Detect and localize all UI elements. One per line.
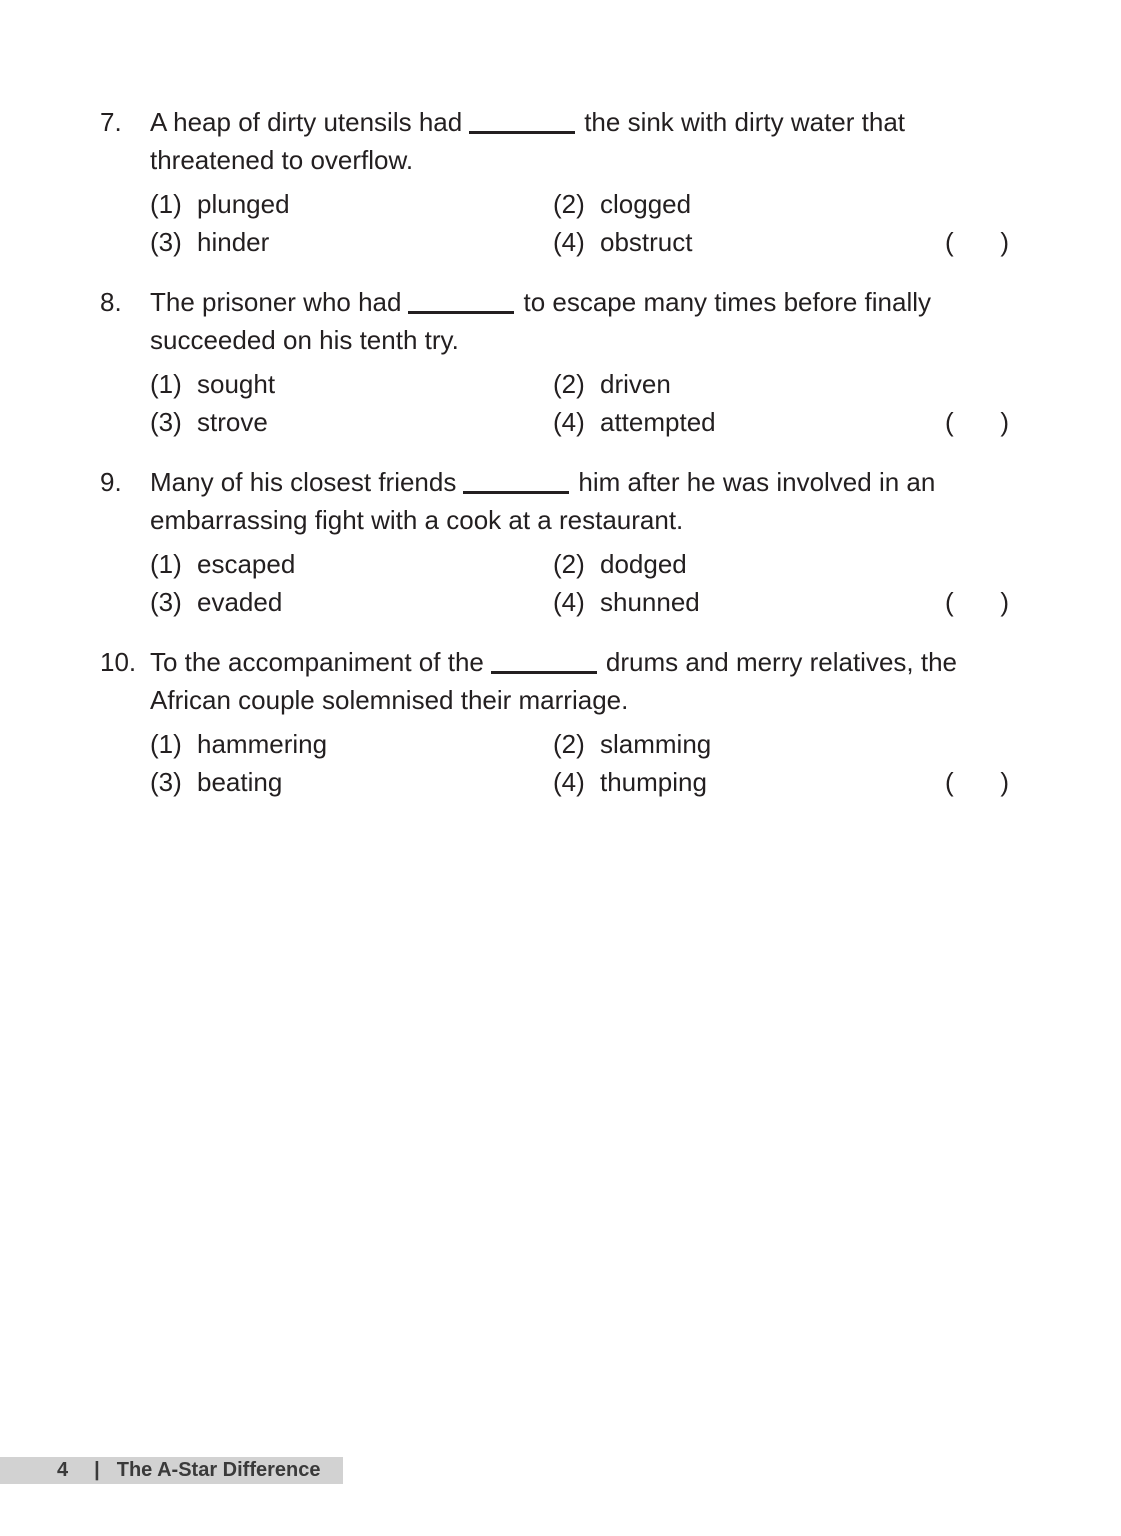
open-paren: ( [945,227,954,257]
question-text-after-blank: to escape many times before finally [523,287,932,317]
question-number: 10. [100,647,137,677]
option-1 [150,365,553,403]
question-item [100,643,1070,801]
option-3-label: (3) [150,767,182,797]
question-head [100,643,1070,719]
options-row-1 [150,365,1070,403]
options-row-2 [150,403,1070,441]
option-3 [150,763,553,801]
option-3-label: (3) [150,407,182,437]
question-number: 7. [100,107,122,137]
question-text-line2: threatened to overflow. [150,145,414,175]
option-1-text: plunged [197,189,290,219]
question-text-line1 [150,103,1070,141]
option-1-label: (1) [150,729,182,759]
question-text [150,283,1070,359]
options-row-2 [150,583,1070,621]
options-row-1 [150,725,1070,763]
option-2-text: dodged [600,549,687,579]
option-2-text: slamming [600,729,712,759]
question-head [100,283,1070,359]
option-3-text: evaded [197,587,283,617]
footer-bar [0,1457,343,1484]
book-title: The A-Star Difference [116,1459,321,1481]
answer-bracket [945,223,1009,261]
option-1-label: (1) [150,189,182,219]
options-group [150,725,1070,801]
options-group [150,185,1070,261]
option-2-label: (2) [553,549,585,579]
option-1-label: (1) [150,369,182,399]
question-item [100,463,1070,621]
option-2-label: (2) [553,189,585,219]
question-text [150,463,1070,539]
page-number: 4 [57,1459,69,1481]
option-2-text: clogged [600,189,692,219]
options-row-2 [150,763,1070,801]
option-2 [553,185,691,223]
options-group [150,545,1070,621]
answer-blank [469,131,575,134]
option-4-text: shunned [600,587,700,617]
question-list [100,103,1070,801]
option-4-label: (4) [553,227,585,257]
question-text-after-blank: him after he was involved in an [578,467,936,497]
option-3-label: (3) [150,227,182,257]
questions-section [100,103,1070,823]
option-3 [150,403,553,441]
question-head [100,103,1070,179]
options-row-2 [150,223,1070,261]
option-1-text: sought [197,369,276,399]
question-item [100,283,1070,441]
close-paren: ) [1000,587,1009,617]
option-4 [553,763,707,801]
question-text-before-blank: A heap of dirty utensils had [150,107,463,137]
question-number: 9. [100,467,122,497]
question-text-before-blank: The prisoner who had [150,287,402,317]
question-text-line2: embarrassing fight with a cook at a restaurant. [150,505,684,535]
option-2-label: (2) [553,369,585,399]
question-text-line1 [150,463,1070,501]
question-text-after-blank: the sink with dirty water that [584,107,906,137]
answer-blank [408,311,514,314]
option-3 [150,583,553,621]
open-paren: ( [945,407,954,437]
options-group [150,365,1070,441]
close-paren: ) [1000,227,1009,257]
question-text-line2: African couple solemnised their marriage. [150,685,629,715]
option-2 [553,545,687,583]
option-1 [150,545,553,583]
question-head [100,463,1070,539]
option-4 [553,223,693,261]
question-text-line1 [150,643,1070,681]
option-2 [553,365,671,403]
option-1 [150,185,553,223]
options-row-1 [150,545,1070,583]
option-4-label: (4) [553,767,585,797]
answer-bracket [945,763,1009,801]
question-text-before-blank: Many of his closest friends [150,467,457,497]
option-4-label: (4) [553,587,585,617]
option-3-text: beating [197,767,283,797]
option-2-label: (2) [553,729,585,759]
option-1-text: escaped [197,549,296,579]
question-text [150,643,1070,719]
option-3 [150,223,553,261]
close-paren: ) [1000,767,1009,797]
option-2 [553,725,711,763]
question-text-after-blank: drums and merry relatives, the [605,647,958,677]
options-row-1 [150,185,1070,223]
question-item [100,103,1070,261]
question-number: 8. [100,287,122,317]
close-paren: ) [1000,407,1009,437]
option-4-text: thumping [600,767,707,797]
open-paren: ( [945,767,954,797]
open-paren: ( [945,587,954,617]
option-2-text: driven [600,369,671,399]
option-4 [553,583,700,621]
option-4-text: attempted [600,407,716,437]
footer-divider: | [94,1459,100,1481]
answer-blank [491,671,597,674]
question-text-line1 [150,283,1070,321]
answer-blank [463,491,569,494]
option-4 [553,403,716,441]
option-4-label: (4) [553,407,585,437]
option-4-text: obstruct [600,227,693,257]
answer-bracket [945,583,1009,621]
question-text-before-blank: To the accompaniment of the [150,647,484,677]
option-1-text: hammering [197,729,328,759]
question-text [150,103,1070,179]
answer-bracket [945,403,1009,441]
option-1 [150,725,553,763]
option-3-label: (3) [150,587,182,617]
option-3-text: hinder [197,227,270,257]
option-1-label: (1) [150,549,182,579]
option-3-text: strove [197,407,268,437]
question-text-line2: succeeded on his tenth try. [150,325,459,355]
